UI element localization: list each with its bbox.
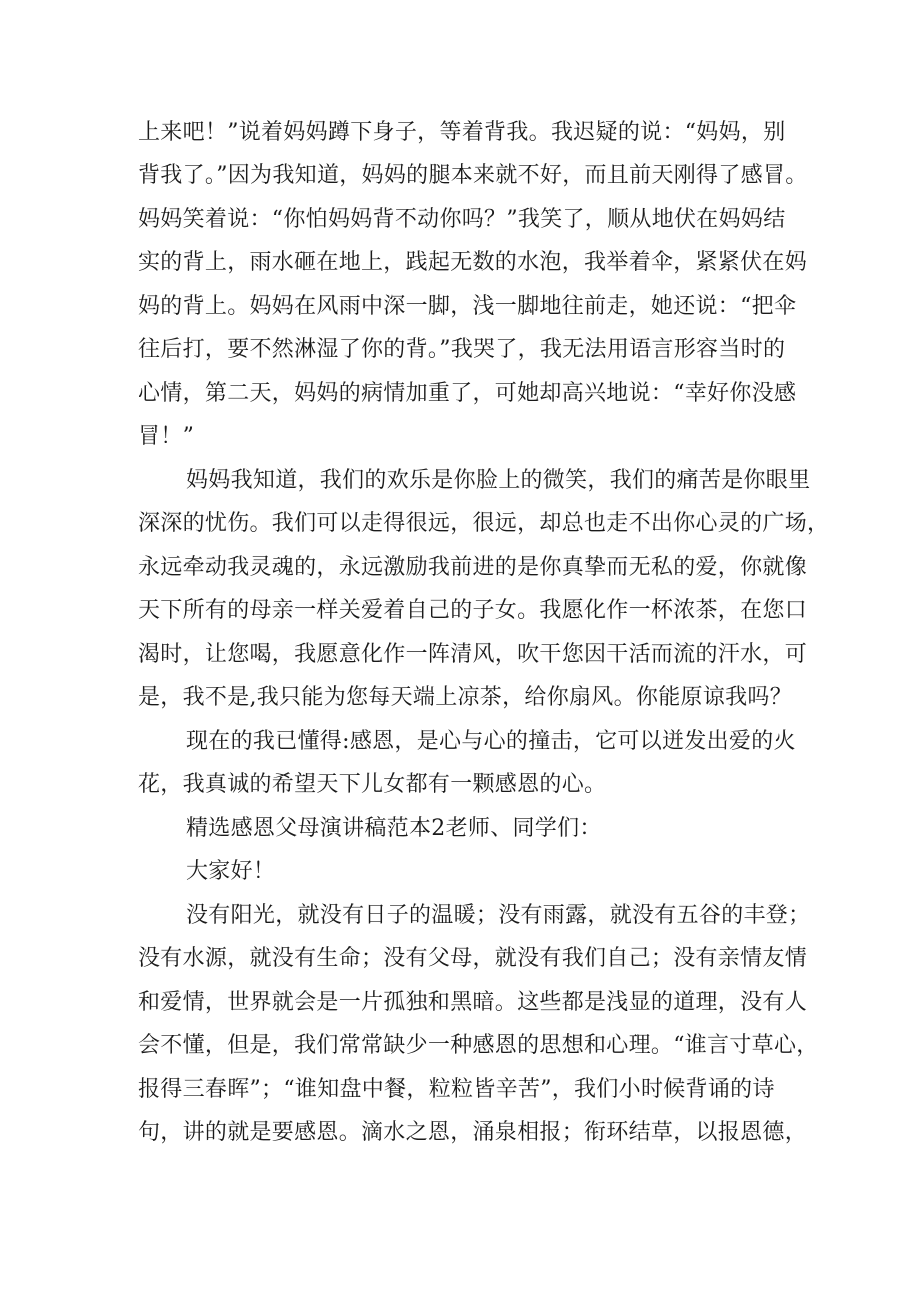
- text-line: 上来吧！”说着妈妈蹲下身子，等着背我。我迟疑的说：“妈妈，别: [138, 120, 786, 145]
- text-line: 冒！”: [138, 424, 195, 449]
- greeting-line: 大家好！: [186, 859, 276, 884]
- text-line: 往后打，要不然淋湿了你的背。”我哭了，我无法用语言形容当时的: [138, 337, 786, 362]
- text-line: 妈妈笑着说：“你怕妈妈背不动你吗？”我笑了，顺从地伏在妈妈结: [138, 207, 786, 232]
- paragraph-start-line: 妈妈我知道，我们的欢乐是你脸上的微笑，我们的痛苦是你眼里: [186, 468, 811, 493]
- text-line: 句，讲的就是要感恩。滴水之恩，涌泉相报；衔环结草，以报恩德，: [138, 1120, 808, 1145]
- text-line: 实的背上，雨水砸在地上，践起无数的水泡，我举着伞，紧紧伏在妈: [138, 250, 808, 275]
- paragraph-start-line: 没有阳光，就没有日子的温暖；没有雨露，就没有五谷的丰登；: [186, 903, 811, 928]
- text-line: 是，我不是,我只能为您每天端上凉茶，给你扇风。你能原谅我吗？: [138, 685, 792, 710]
- text-line: 永远牵动我灵魂的，永远激励我前进的是你真挚而无私的爱，你就像: [138, 555, 808, 580]
- text-line: 天下所有的母亲一样关爱着自己的子女。我愿化作一杯浓茶，在您口: [138, 598, 808, 623]
- text-line: 没有水源，就没有生命；没有父母，就没有我们自己；没有亲情友情: [138, 946, 808, 971]
- text-line: 会不懂，但是，我们常常缺少一种感恩的思想和心理。“谁言寸草心，: [138, 1033, 819, 1058]
- text-line: 深深的忧伤。我们可以走得很远，很远，却总也走不出你心灵的广场，: [138, 511, 830, 536]
- text-line: 报得三春晖”；“谁知盘中餐，粒粒皆辛苦”，我们小时候背诵的诗: [138, 1077, 775, 1102]
- text-line: 和爱情，世界就会是一片孤独和黑暗。这些都是浅显的道理，没有人: [138, 990, 808, 1015]
- text-line: 背我了。”因为我知道，妈妈的腿本来就不好，而且前天刚得了感冒。: [138, 163, 808, 188]
- text-line: 花，我真诚的希望天下儿女都有一颗感恩的心。: [138, 772, 607, 797]
- text-line: 渴时，让您喝，我愿意化作一阵清风，吹干您因干活而流的汗水，可: [138, 642, 808, 667]
- text-line: 心情，第二天，妈妈的病情加重了，可她却高兴地说：“幸好你没感: [138, 381, 797, 406]
- text-line: 妈的背上。妈妈在风雨中深一脚，浅一脚地往前走，她还说：“把伞: [138, 294, 797, 319]
- section-heading-line: 精选感恩父母演讲稿范本2老师、同学们：: [186, 816, 602, 841]
- paragraph-start-line: 现在的我已懂得:感恩，是心与心的撞击，它可以迸发出爱的火: [186, 729, 796, 754]
